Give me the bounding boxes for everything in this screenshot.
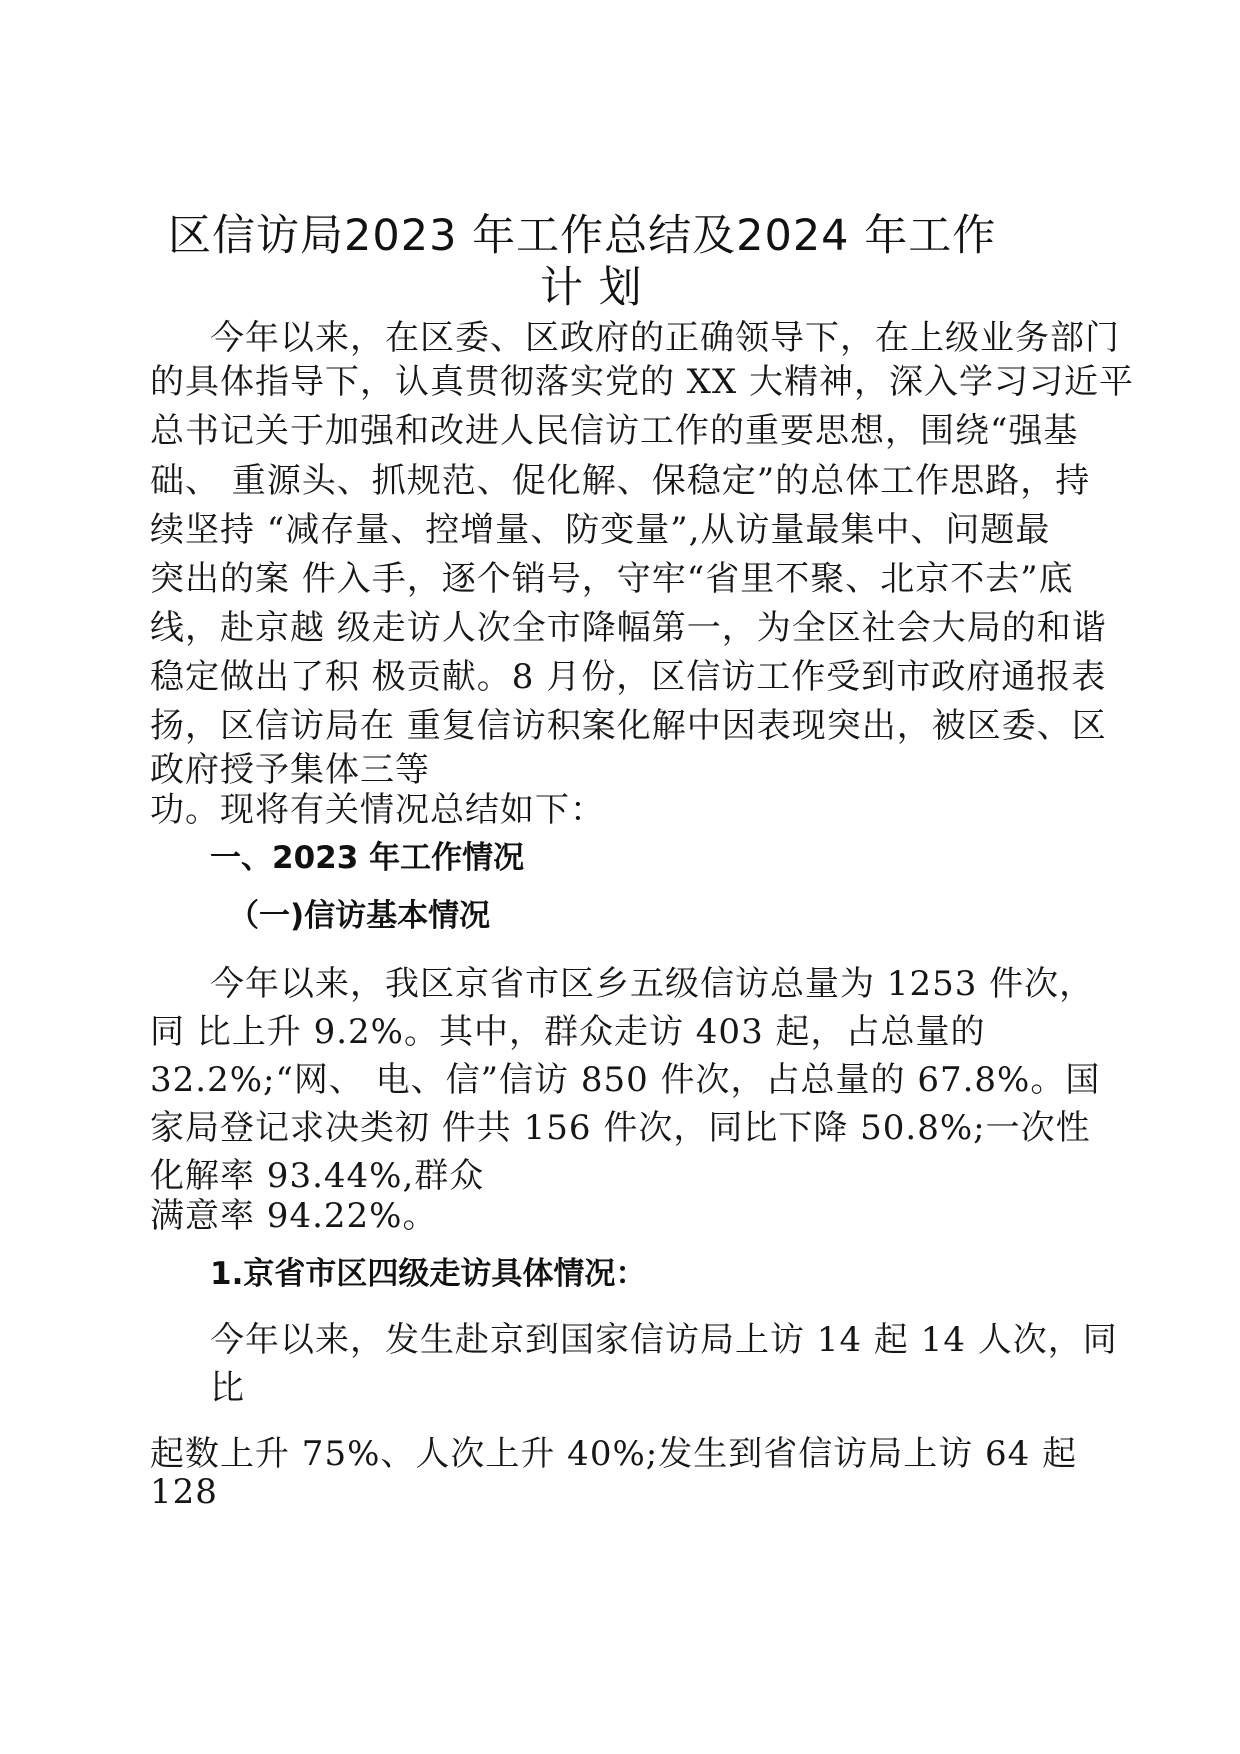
paragraph-line: 起数上升 75%、人次上升 40%;发生到省信访局上访 64 起 <box>150 1434 1078 1474</box>
paragraph-line: 同 比上升 9.2%。其中，群众走访 403 起，占总量的 <box>150 1012 986 1052</box>
document-title-line-2: 计 划 <box>540 263 643 313</box>
paragraph-line: 突出的案 件入手，逐个销号，守牢“省里不聚、北京不去”底 <box>150 559 1074 599</box>
paragraph-line: 的具体指导下，认真贯彻落实党的 XX 大精神，深入学习习近平 <box>150 362 1135 402</box>
paragraph-line: 家局登记求决类初 件共 156 件次，同比下降 50.8%;一次性 <box>150 1108 1091 1148</box>
paragraph-line: 满意率 94.22%。 <box>150 1196 438 1236</box>
paragraph-line: 线，赴京越 级走访人次全市降幅第一，为全区社会大局的和谐 <box>150 608 1107 648</box>
paragraph-line: 稳定做出了积 极贡献。8 月份，区信访工作受到市政府通报表 <box>150 657 1107 697</box>
paragraph-line: 128 <box>150 1472 218 1512</box>
paragraph-line: 功。现将有关情况总结如下： <box>150 790 605 830</box>
paragraph-line: 化解率 93.44%,群众 <box>150 1156 485 1196</box>
paragraph-line: 今年以来，我区京省市区乡五级信访总量为 1253 件次， <box>210 964 1095 1004</box>
section-heading-2023-work: 一、2023 年工作情况 <box>210 840 525 876</box>
paragraph-line: 比 <box>210 1368 245 1408</box>
paragraph-line: 总书记关于加强和改进人民信访工作的重要思想，围绕“强基 <box>150 411 1079 451</box>
paragraph-line: 今年以来，在区委、区政府的正确领导下，在上级业务部门 <box>210 318 1120 358</box>
document-title-line-1: 区信访局2023 年工作总结及2024 年工作 <box>168 211 997 261</box>
paragraph-line: 扬，区信访局在 重复信访积案化解中因表现突出，被区委、区 <box>150 706 1107 746</box>
paragraph-line: 政府授予集体三等 <box>150 750 430 790</box>
paragraph-line: 32.2%;“网、 电、信”信访 850 件次，占总量的 67.8%。国 <box>150 1060 1101 1100</box>
paragraph-line: 础、 重源头、抓规范、促化解、保稳定”的总体工作思路，持 <box>150 461 1091 501</box>
paragraph-line: 续坚持 “减存量、控增量、防变量”,从访量最集中、问题最 <box>150 510 1051 550</box>
subsection-heading-basic-situation: （一)信访基本情况 <box>228 898 491 934</box>
item-heading-visits-detail: 1.京省市区四级走访具体情况： <box>210 1256 647 1292</box>
paragraph-line: 今年以来，发生赴京到国家信访局上访 14 起 14 人次，同 <box>210 1320 1118 1360</box>
